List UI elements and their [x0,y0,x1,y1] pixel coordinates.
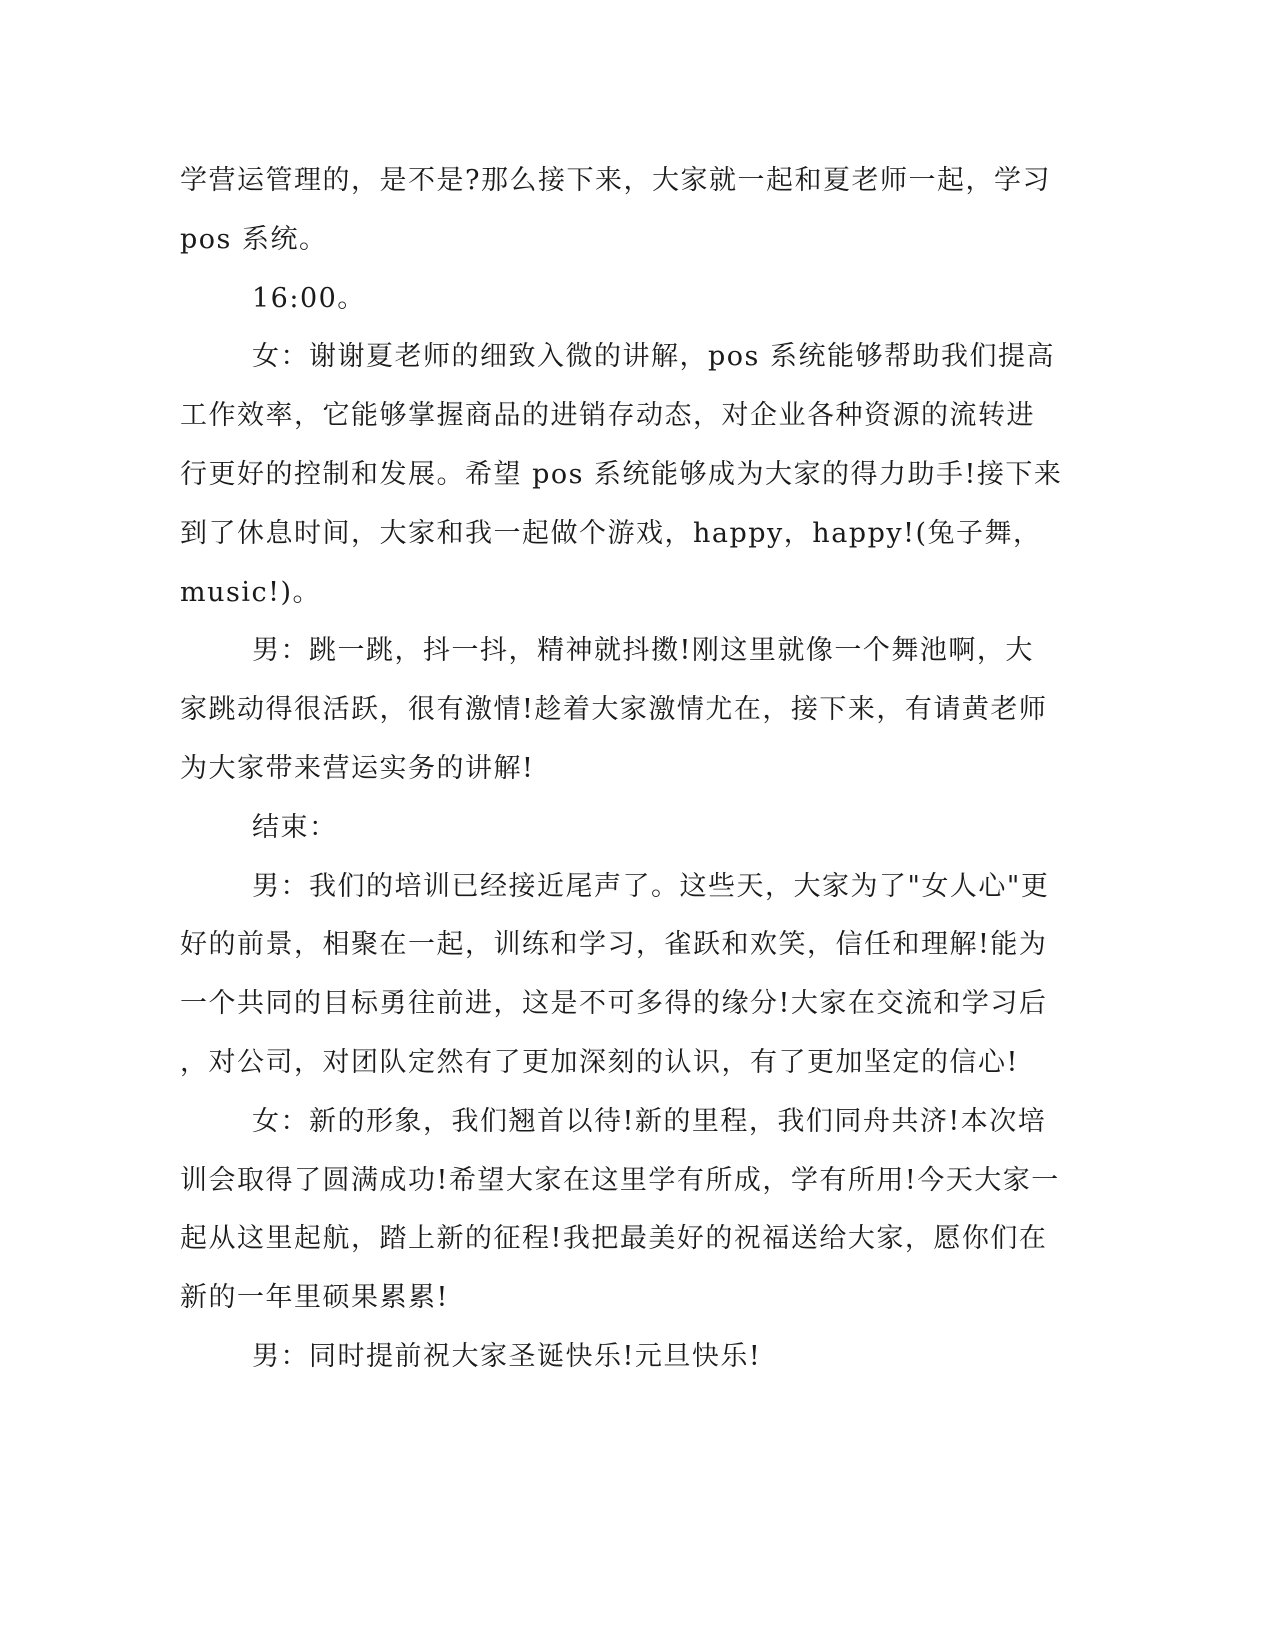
document-body [180,152,1063,1387]
text-line-12: 结束： [252,811,338,843]
text-line-2: pos 系统。 [180,223,328,255]
text-line-3: 16:00。 [252,282,366,314]
text-line-18: 训会取得了圆满成功!希望大家在这里学有所成，学有所用!今天大家一 [180,1164,1060,1196]
text-line-21: 男：同时提前祝大家圣诞快乐!元旦快乐! [252,1340,762,1372]
text-line-19: 起从这里起航，踏上新的征程!我把最美好的祝福送给大家，愿你们在 [180,1223,1048,1255]
text-line-16: ，对公司，对团队定然有了更加深刻的认识，有了更加坚定的信心! [180,1046,1019,1078]
text-line-14: 好的前景，相聚在一起，训练和学习，雀跃和欢笑，信任和理解!能为 [180,929,1048,961]
text-line-11: 为大家带来营运实务的讲解! [180,752,535,784]
text-line-7: 到了休息时间，大家和我一起做个游戏，happy，happy!(兔子舞， [180,517,1042,549]
text-line-9: 男：跳一跳，抖一抖，精神就抖擞!刚这里就像一个舞池啊，大 [252,635,1034,667]
text-line-6: 行更好的控制和发展。希望 pos 系统能够成为大家的得力助手!接下来 [180,458,1063,490]
text-line-5: 工作效率，它能够掌握商品的进销存动态，对企业各种资源的流转进 [180,400,1035,432]
text-line-17: 女：新的形象，我们翘首以待!新的里程，我们同舟共济!本次培 [252,1105,1047,1137]
text-line-8: music!)。 [180,576,321,608]
text-line-1: 学营运管理的，是不是?那么接下来，大家就一起和夏老师一起，学习 [180,165,1051,196]
text-line-4: 女：谢谢夏老师的细致入微的讲解，pos 系统能够帮助我们提高 [252,341,1055,373]
text-line-15: 一个共同的目标勇往前进，这是不可多得的缘分!大家在交流和学习后 [180,988,1048,1020]
text-line-13: 男：我们的培训已经接近尾声了。这些天，大家为了"女人心"更 [252,870,1050,902]
text-line-20: 新的一年里硕果累累! [180,1282,449,1314]
text-line-10: 家跳动得很活跃，很有激情!趁着大家激情尤在，接下来，有请黄老师 [180,694,1048,726]
